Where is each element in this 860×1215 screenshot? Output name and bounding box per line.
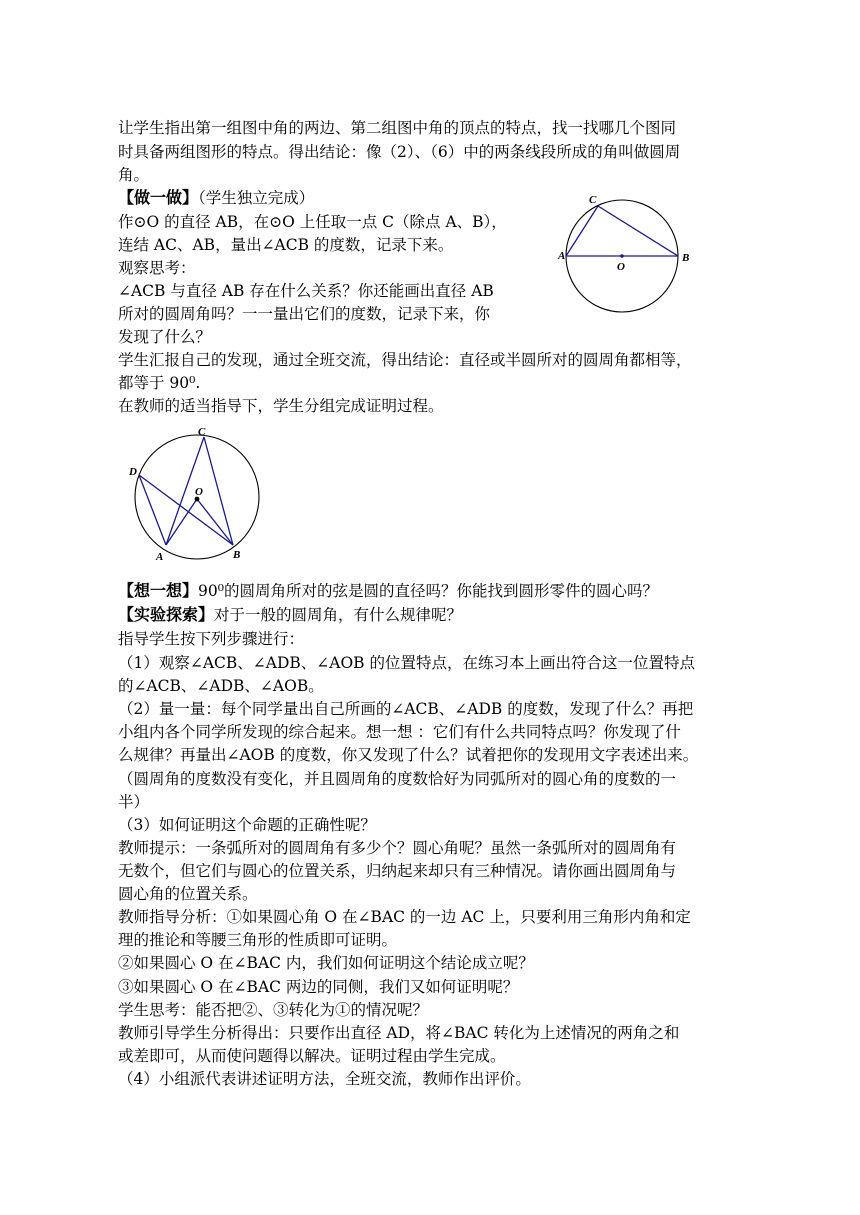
text-line: 都等于 90⁰. [118,374,201,392]
text-line: 么规律？再量出∠AOB 的度数，你又发现了什么？试着把你的发现用文字表述出来。 [118,746,699,764]
text-line: 角。 [118,166,150,184]
zuoyizuo-heading: 【做一做】 [118,188,199,207]
figure-diameter-circle [555,190,705,320]
label-b: B [233,549,241,561]
text-line: 理的推论和等腰三角形的性质即可证明。 [118,931,398,949]
text-line: ∠ACB 与直径 AB 存在什么关系？你还能画出直径 AB [118,282,494,300]
segment-cb [598,206,678,256]
text-line: 教师引导学生分析得出：只要作出直径 AD，将∠BAC 转化为上述情况的两角之和 [118,1024,680,1042]
text-line: 学生汇报自己的发现，通过全班交流，得出结论：直径或半圆所对的圆周角都相等， [118,351,692,369]
text-line: （3）如何证明这个命题的正确性呢？ [118,816,376,834]
segment-cb [204,437,233,545]
label-a: A [558,250,566,262]
text-line: 的∠ACB、∠ADB、∠AOB。 [118,677,324,695]
label-c: C [198,426,206,438]
figure-inscribed-angles [125,425,265,565]
text-line: 指导学生按下列步骤进行： [118,630,305,648]
text-line: 无数个，但它们与圆心的位置关系，归纳起来却只有三种情况。请你画出圆周角与 [118,862,677,880]
segment-ac [566,206,598,256]
xiangyixiang-text: 90⁰的圆周角所对的弦是圆的直径吗？你能找到圆形零件的圆心吗？ [198,582,658,600]
text-line: 圆心角的位置关系。 [118,885,258,903]
text-line: 让学生指出第一组图中角的两边、第二组图中角的顶点的特点，找一找哪几个图同 [118,119,677,137]
text-line: 连结 AC、AB，量出∠ACB 的度数，记录下来。 [118,236,454,254]
label-b: B [682,252,690,264]
text-line: 作⊙O 的直径 AB，在⊙O 上任取一点 C（除点 A、B）， [118,213,507,231]
shiyan-text: 对于一般的圆周角，有什么规律呢？ [214,606,463,624]
label-o: O [195,486,203,498]
text-line: 时具备两组图形的特点。得出结论：像（2）、（6）中的两条线段所成的角叫做圆周 [118,143,681,161]
center-dot [620,254,624,258]
text-line: 观察思考： [118,259,196,277]
text-line: 发现了什么？ [118,328,212,346]
zuoyizuo-note: （学生独立完成） [198,189,315,207]
zuoyizuo-heading-line [118,187,314,209]
text-line: 学生思考：能否把②、③转化为①的情况呢？ [118,1001,429,1019]
shiyan-line [118,604,462,626]
text-line: 教师指导分析：①如果圆心角 O 在∠BAC 的一边 AC 上，只要利用三角形内角和定 [118,908,691,926]
text-line: ②如果圆心 O 在∠BAC 内，我们如何证明这个结论成立呢？ [118,954,534,972]
xiangyixiang-line [118,580,658,602]
text-line: （1）观察∠ACB、∠ADB、∠AOB 的位置特点，在练习本上画出符合这一位置特点 [118,654,695,672]
label-d: D [129,466,137,478]
label-a: A [156,551,164,563]
text-line: ③如果圆心 O 在∠BAC 两边的同侧，我们又如何证明呢？ [118,978,519,996]
text-line: 小组内各个同学所发现的综合起来。想一想 ：它们有什么共同特点吗？你发现了什 [118,723,681,741]
text-line: 半） [118,793,150,811]
text-line: 所对的圆周角吗？一一量出它们的度数，记录下来，你 [118,305,491,323]
label-o: O [617,261,625,273]
text-line: 在教师的适当指导下，学生分组完成证明过程。 [118,397,444,415]
text-line: （4）小组派代表讲述证明方法，全班交流，教师作出评价。 [118,1070,531,1088]
xiangyixiang-heading: 【想一想】 [118,581,199,600]
label-c: C [589,194,597,206]
shiyan-heading: 【实验探索】 [118,605,215,624]
text-line: （圆周角的度数没有变化，并且圆周角的度数恰好为同弧所对的圆心角的度数的一 [118,770,677,788]
text-line: （2）量一量：每个同学量出自己所画的∠ACB、∠ADB 的度数，发现了什么？再把 [118,700,694,718]
text-line: 教师提示：一条弧所对的圆周角有多少个？圆心角呢？虽然一条弧所对的圆周角有 [118,839,677,857]
text-line: 或差即可，从而使问题得以解决。证明过程由学生完成。 [118,1047,506,1065]
